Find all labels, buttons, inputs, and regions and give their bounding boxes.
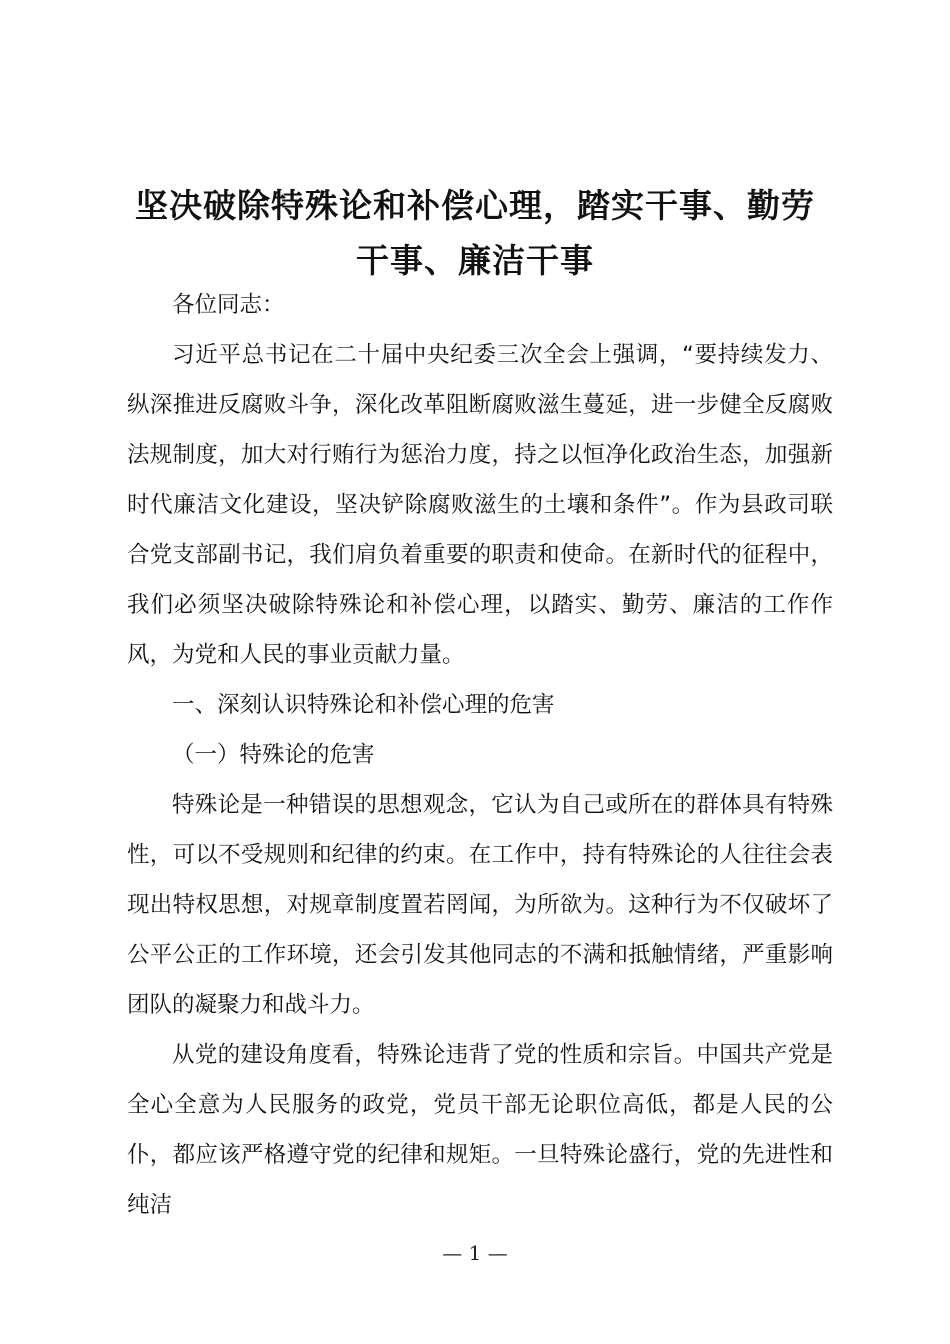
subsection-heading: （一）特殊论的危害 [172,742,375,768]
document-body [127,280,833,1230]
salutation: 各位同志： [172,292,285,318]
title-line-2: 干事、廉洁干事 [356,241,594,280]
section-heading: 一、深刻认识特殊论和补偿心理的危害 [172,692,555,718]
intro-paragraph: 习近平总书记在二十届中央纪委三次全会上强调，“要持续发力、纵深推进反腐败斗争，深化改革阻断腐败滋生蔓延，进一步健全反腐败法规制度，加大对行贿行为惩治力度，持之以恒净化政治生态，加强新时代廉洁文化建设，坚决铲除腐败滋生的土壤和条件”。作为县政司联合党支部副书记，我们肩负着重要的职责和使命。在新时代的征程中，我们必须坚决破除特殊论和补偿心理，以踏实、勤劳、廉洁的工作作风，为党和人民的事业贡献力量。 [127,342,833,668]
body-paragraph: 特殊论是一种错误的思想观念，它认为自己或所在的群体具有特殊性，可以不受规则和纪律的约束。在工作中，持有特殊论的人往往会表现出特权思想，对规章制度置若罔闻，为所欲为。这种行为不仅破坏了公平公正的工作环境，还会引发其他同志的不满和抵触情绪，严重影响团队的凝聚力和战斗力。 [127,792,833,1018]
document-title [100,178,850,288]
page-number: — 1 — [442,1241,508,1265]
title-line-1: 坚决破除特殊论和补偿心理，踏实干事、勤劳 [135,186,815,225]
body-paragraph: 从党的建设角度看，特殊论违背了党的性质和宗旨。中国共产党是全心全意为人民服务的政党，党员干部无论职位高低，都是人民的公仆，都应该严格遵守党的纪律和规矩。一旦特殊论盛行，党的先进性和纯洁 [127,1042,833,1218]
